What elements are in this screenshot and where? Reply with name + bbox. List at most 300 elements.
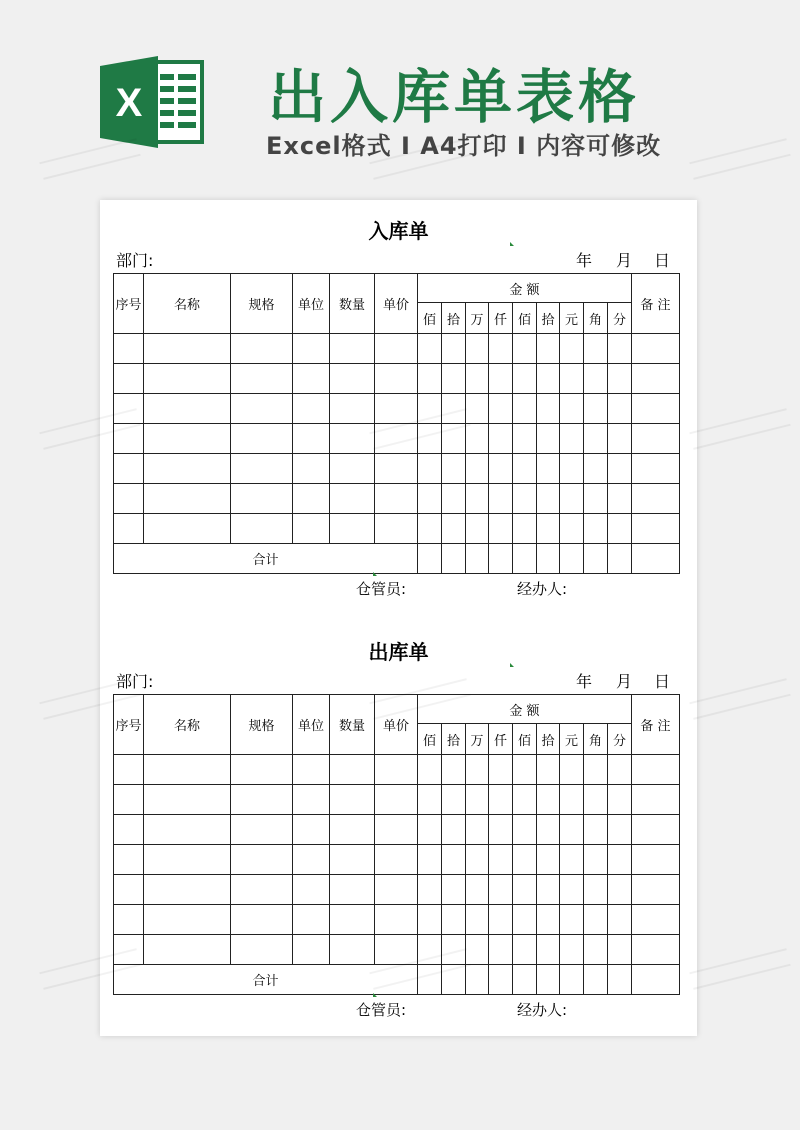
table-cell[interactable] bbox=[489, 905, 513, 935]
table-cell[interactable] bbox=[330, 905, 375, 935]
table-cell[interactable] bbox=[560, 454, 584, 484]
table-cell[interactable] bbox=[144, 454, 231, 484]
table-cell[interactable] bbox=[375, 755, 418, 785]
table-cell[interactable] bbox=[231, 424, 293, 454]
table-cell[interactable] bbox=[513, 875, 537, 905]
table-cell[interactable] bbox=[584, 484, 608, 514]
table-cell[interactable] bbox=[144, 394, 231, 424]
table-cell[interactable] bbox=[418, 755, 442, 785]
table-cell[interactable] bbox=[560, 935, 584, 965]
table-cell[interactable] bbox=[489, 394, 513, 424]
table-cell[interactable] bbox=[330, 815, 375, 845]
table-cell[interactable] bbox=[375, 484, 418, 514]
table-cell[interactable] bbox=[537, 935, 560, 965]
total-row bbox=[114, 544, 680, 574]
table-cell[interactable] bbox=[560, 424, 584, 454]
table-cell[interactable] bbox=[114, 454, 144, 484]
table-cell[interactable] bbox=[114, 815, 144, 845]
table-cell[interactable] bbox=[114, 905, 144, 935]
table-cell[interactable] bbox=[293, 334, 330, 364]
table-cell[interactable] bbox=[231, 935, 293, 965]
table-cell[interactable] bbox=[418, 905, 442, 935]
table-cell[interactable] bbox=[114, 935, 144, 965]
table-cell[interactable] bbox=[513, 394, 537, 424]
dept-label: 部门: bbox=[116, 251, 154, 270]
table-cell[interactable] bbox=[537, 454, 560, 484]
qty-header: 数量 bbox=[330, 695, 375, 755]
table-cell[interactable] bbox=[330, 935, 375, 965]
digit-header: 分 bbox=[608, 724, 632, 755]
table-cell[interactable] bbox=[584, 364, 608, 394]
table-cell[interactable] bbox=[293, 845, 330, 875]
table-cell[interactable] bbox=[375, 785, 418, 815]
table-cell[interactable] bbox=[584, 424, 608, 454]
table-cell[interactable] bbox=[293, 935, 330, 965]
table-cell[interactable] bbox=[375, 905, 418, 935]
total-cell[interactable] bbox=[418, 965, 442, 995]
table-cell[interactable] bbox=[632, 755, 680, 785]
table-cell[interactable] bbox=[231, 364, 293, 394]
total-cell[interactable] bbox=[442, 965, 466, 995]
table-cell[interactable] bbox=[466, 755, 489, 785]
table-cell[interactable] bbox=[231, 514, 293, 544]
table-cell[interactable] bbox=[608, 514, 632, 544]
table-cell[interactable] bbox=[114, 484, 144, 514]
table-cell[interactable] bbox=[489, 935, 513, 965]
table-cell[interactable] bbox=[466, 364, 489, 394]
table-cell[interactable] bbox=[489, 514, 513, 544]
table-cell[interactable] bbox=[560, 394, 584, 424]
page-title: 出入库单表格 bbox=[268, 63, 641, 131]
total-cell[interactable] bbox=[513, 965, 537, 995]
table-cell[interactable] bbox=[231, 815, 293, 845]
table-cell[interactable] bbox=[632, 334, 680, 364]
table-cell[interactable] bbox=[418, 815, 442, 845]
seq-header: 序号 bbox=[114, 274, 144, 334]
table-cell[interactable] bbox=[293, 454, 330, 484]
table-cell[interactable] bbox=[608, 424, 632, 454]
total-cell[interactable] bbox=[632, 965, 680, 995]
table-cell[interactable] bbox=[330, 424, 375, 454]
keeper-label: 仓管员: bbox=[356, 1001, 407, 1019]
table-cell[interactable] bbox=[584, 785, 608, 815]
price-header: 单价 bbox=[375, 695, 418, 755]
digit-header: 佰 bbox=[418, 303, 442, 334]
table-cell[interactable] bbox=[442, 394, 466, 424]
table-cell[interactable] bbox=[293, 755, 330, 785]
table-cell[interactable] bbox=[489, 454, 513, 484]
table-cell[interactable] bbox=[231, 905, 293, 935]
table-cell[interactable] bbox=[375, 454, 418, 484]
name-header: 名称 bbox=[144, 695, 231, 755]
table-cell[interactable] bbox=[489, 785, 513, 815]
table-cell[interactable] bbox=[375, 364, 418, 394]
form-title: 出库单 bbox=[368, 640, 429, 664]
table-cell[interactable] bbox=[375, 334, 418, 364]
table-cell[interactable] bbox=[537, 905, 560, 935]
table-cell[interactable] bbox=[608, 394, 632, 424]
table-cell[interactable] bbox=[632, 905, 680, 935]
table-cell[interactable] bbox=[537, 815, 560, 845]
table-cell[interactable] bbox=[608, 755, 632, 785]
table-cell[interactable] bbox=[560, 364, 584, 394]
table-cell[interactable] bbox=[489, 364, 513, 394]
table-cell[interactable] bbox=[608, 484, 632, 514]
table-cell[interactable] bbox=[231, 755, 293, 785]
table-cell[interactable] bbox=[442, 935, 466, 965]
table-cell[interactable] bbox=[442, 755, 466, 785]
table-cell[interactable] bbox=[114, 875, 144, 905]
table-cell[interactable] bbox=[513, 755, 537, 785]
table-cell[interactable] bbox=[632, 845, 680, 875]
table-cell[interactable] bbox=[114, 845, 144, 875]
date-day: 日 bbox=[654, 251, 671, 270]
table-cell[interactable] bbox=[632, 935, 680, 965]
table-cell[interactable] bbox=[632, 785, 680, 815]
table-cell[interactable] bbox=[560, 905, 584, 935]
table-cell[interactable] bbox=[144, 785, 231, 815]
total-cell[interactable] bbox=[442, 544, 466, 574]
table-cell[interactable] bbox=[144, 845, 231, 875]
total-label: 合计 bbox=[114, 544, 418, 574]
table-cell[interactable] bbox=[632, 424, 680, 454]
total-cell[interactable] bbox=[584, 965, 608, 995]
table-cell[interactable] bbox=[418, 484, 442, 514]
total-cell[interactable] bbox=[608, 544, 632, 574]
table-row bbox=[114, 785, 680, 815]
digit-header: 拾 bbox=[442, 724, 466, 755]
table-cell[interactable] bbox=[466, 935, 489, 965]
table-cell[interactable] bbox=[537, 424, 560, 454]
table-cell[interactable] bbox=[114, 394, 144, 424]
table-cell[interactable] bbox=[584, 755, 608, 785]
table-cell[interactable] bbox=[537, 755, 560, 785]
table-cell[interactable] bbox=[442, 424, 466, 454]
total-cell[interactable] bbox=[537, 965, 560, 995]
table-cell[interactable] bbox=[144, 875, 231, 905]
table-cell[interactable] bbox=[231, 394, 293, 424]
table-cell[interactable] bbox=[293, 785, 330, 815]
digit-header: 元 bbox=[560, 303, 584, 334]
table-row bbox=[114, 514, 680, 544]
table-cell[interactable] bbox=[293, 905, 330, 935]
table-cell[interactable] bbox=[537, 875, 560, 905]
table-cell[interactable] bbox=[513, 334, 537, 364]
table-cell[interactable] bbox=[442, 484, 466, 514]
table-cell[interactable] bbox=[513, 454, 537, 484]
table-cell[interactable] bbox=[418, 394, 442, 424]
table-cell[interactable] bbox=[293, 514, 330, 544]
table-cell[interactable] bbox=[608, 364, 632, 394]
table-cell[interactable] bbox=[513, 905, 537, 935]
handler-label: 经办人: bbox=[517, 580, 568, 598]
table-cell[interactable] bbox=[442, 905, 466, 935]
table-row bbox=[114, 935, 680, 965]
table-cell[interactable] bbox=[442, 364, 466, 394]
table-cell[interactable] bbox=[489, 845, 513, 875]
table-cell[interactable] bbox=[584, 935, 608, 965]
table-cell[interactable] bbox=[513, 364, 537, 394]
table-cell[interactable] bbox=[466, 514, 489, 544]
table-row bbox=[114, 424, 680, 454]
table-cell[interactable] bbox=[418, 454, 442, 484]
table-cell[interactable] bbox=[466, 785, 489, 815]
header-row bbox=[114, 695, 680, 724]
table-cell[interactable] bbox=[560, 785, 584, 815]
table-cell[interactable] bbox=[330, 875, 375, 905]
table-cell[interactable] bbox=[608, 815, 632, 845]
table-cell[interactable] bbox=[513, 785, 537, 815]
table-cell[interactable] bbox=[537, 484, 560, 514]
table-cell[interactable] bbox=[144, 424, 231, 454]
digit-header: 佰 bbox=[418, 724, 442, 755]
dept-label: 部门: bbox=[116, 672, 154, 691]
table-cell[interactable] bbox=[442, 815, 466, 845]
table-cell[interactable] bbox=[144, 484, 231, 514]
unit-header: 单位 bbox=[293, 695, 330, 755]
table-cell[interactable] bbox=[560, 815, 584, 845]
table-cell[interactable] bbox=[330, 785, 375, 815]
table-cell[interactable] bbox=[375, 514, 418, 544]
table-cell[interactable] bbox=[293, 875, 330, 905]
table-cell[interactable] bbox=[144, 815, 231, 845]
table-cell[interactable] bbox=[144, 364, 231, 394]
table-cell[interactable] bbox=[584, 334, 608, 364]
table-cell[interactable] bbox=[513, 815, 537, 845]
table-cell[interactable] bbox=[114, 785, 144, 815]
table-cell[interactable] bbox=[513, 484, 537, 514]
table-cell[interactable] bbox=[330, 484, 375, 514]
table-cell[interactable] bbox=[466, 424, 489, 454]
table-cell[interactable] bbox=[466, 334, 489, 364]
table-cell[interactable] bbox=[114, 424, 144, 454]
table-cell[interactable] bbox=[584, 815, 608, 845]
total-cell[interactable] bbox=[632, 544, 680, 574]
table-cell[interactable] bbox=[560, 484, 584, 514]
table-cell[interactable] bbox=[584, 905, 608, 935]
page-header bbox=[0, 0, 800, 200]
table-cell[interactable] bbox=[466, 845, 489, 875]
table-cell[interactable] bbox=[442, 514, 466, 544]
table-cell[interactable] bbox=[632, 484, 680, 514]
table-cell[interactable] bbox=[375, 394, 418, 424]
table-cell[interactable] bbox=[144, 935, 231, 965]
table-cell[interactable] bbox=[418, 514, 442, 544]
table-cell[interactable] bbox=[330, 364, 375, 394]
table-cell[interactable] bbox=[418, 935, 442, 965]
table-cell[interactable] bbox=[489, 334, 513, 364]
table-cell[interactable] bbox=[584, 875, 608, 905]
total-cell[interactable] bbox=[418, 544, 442, 574]
table-cell[interactable] bbox=[513, 935, 537, 965]
table-cell[interactable] bbox=[231, 334, 293, 364]
table-cell[interactable] bbox=[632, 394, 680, 424]
table-cell[interactable] bbox=[442, 845, 466, 875]
table-cell[interactable] bbox=[418, 424, 442, 454]
table-cell[interactable] bbox=[114, 364, 144, 394]
page-subtitle: Excel格式 I A4打印 I 内容可修改 bbox=[266, 132, 662, 160]
table-cell[interactable] bbox=[330, 514, 375, 544]
total-cell[interactable] bbox=[560, 965, 584, 995]
total-cell[interactable] bbox=[560, 544, 584, 574]
cell-comment-marker bbox=[373, 572, 377, 576]
table-cell[interactable] bbox=[442, 875, 466, 905]
total-cell[interactable] bbox=[466, 544, 489, 574]
table-cell[interactable] bbox=[442, 454, 466, 484]
table-cell[interactable] bbox=[418, 334, 442, 364]
table-cell[interactable] bbox=[489, 755, 513, 785]
spec-header: 规格 bbox=[231, 695, 293, 755]
table-cell[interactable] bbox=[632, 364, 680, 394]
table-cell[interactable] bbox=[584, 454, 608, 484]
table-cell[interactable] bbox=[144, 755, 231, 785]
table-cell[interactable] bbox=[537, 364, 560, 394]
table-cell[interactable] bbox=[608, 454, 632, 484]
price-header: 单价 bbox=[375, 274, 418, 334]
table-cell[interactable] bbox=[293, 424, 330, 454]
table-cell[interactable] bbox=[608, 334, 632, 364]
table-cell[interactable] bbox=[489, 424, 513, 454]
digit-header: 佰 bbox=[513, 303, 537, 334]
total-cell[interactable] bbox=[489, 544, 513, 574]
table-cell[interactable] bbox=[513, 514, 537, 544]
table-cell[interactable] bbox=[293, 394, 330, 424]
name-header: 名称 bbox=[144, 274, 231, 334]
table-cell[interactable] bbox=[632, 815, 680, 845]
excel-icon bbox=[100, 56, 204, 148]
table-cell[interactable] bbox=[466, 905, 489, 935]
table-cell[interactable] bbox=[608, 935, 632, 965]
table-cell[interactable] bbox=[608, 875, 632, 905]
date-year: 年 bbox=[576, 672, 593, 691]
table-cell[interactable] bbox=[608, 845, 632, 875]
table-cell[interactable] bbox=[114, 514, 144, 544]
table-cell[interactable] bbox=[608, 785, 632, 815]
total-cell[interactable] bbox=[537, 544, 560, 574]
note-header: 备 注 bbox=[632, 274, 680, 334]
table-cell[interactable] bbox=[231, 845, 293, 875]
table-cell[interactable] bbox=[489, 484, 513, 514]
total-cell[interactable] bbox=[608, 965, 632, 995]
table-cell[interactable] bbox=[330, 845, 375, 875]
table-cell[interactable] bbox=[466, 394, 489, 424]
table-cell[interactable] bbox=[375, 424, 418, 454]
table-cell[interactable] bbox=[231, 454, 293, 484]
table-cell[interactable] bbox=[584, 514, 608, 544]
handler-label: 经办人: bbox=[517, 1001, 568, 1019]
digit-header: 角 bbox=[584, 724, 608, 755]
table-cell[interactable] bbox=[513, 845, 537, 875]
table-cell[interactable] bbox=[537, 334, 560, 364]
table-cell[interactable] bbox=[418, 785, 442, 815]
amount-header: 金 额 bbox=[418, 695, 632, 724]
date-line bbox=[576, 248, 670, 271]
table-cell[interactable] bbox=[330, 755, 375, 785]
table-cell[interactable] bbox=[144, 514, 231, 544]
table-row bbox=[114, 875, 680, 905]
table-cell[interactable] bbox=[466, 484, 489, 514]
table-cell[interactable] bbox=[560, 334, 584, 364]
table-cell[interactable] bbox=[489, 815, 513, 845]
table-cell[interactable] bbox=[330, 394, 375, 424]
digit-header: 拾 bbox=[442, 303, 466, 334]
table-row bbox=[114, 484, 680, 514]
table-cell[interactable] bbox=[375, 935, 418, 965]
table-row bbox=[114, 454, 680, 484]
table-cell[interactable] bbox=[442, 334, 466, 364]
table-cell[interactable] bbox=[231, 785, 293, 815]
table-cell[interactable] bbox=[375, 845, 418, 875]
table-cell[interactable] bbox=[560, 845, 584, 875]
table-cell[interactable] bbox=[418, 845, 442, 875]
table-cell[interactable] bbox=[466, 454, 489, 484]
table-cell[interactable] bbox=[375, 815, 418, 845]
digit-header: 万 bbox=[466, 303, 489, 334]
table-cell[interactable] bbox=[144, 334, 231, 364]
digit-header: 拾 bbox=[537, 724, 560, 755]
table-cell[interactable] bbox=[560, 514, 584, 544]
table-cell[interactable] bbox=[293, 484, 330, 514]
total-cell[interactable] bbox=[584, 544, 608, 574]
ledger-table bbox=[113, 694, 680, 995]
table-cell[interactable] bbox=[584, 845, 608, 875]
table-cell[interactable] bbox=[293, 364, 330, 394]
table-cell[interactable] bbox=[632, 454, 680, 484]
table-cell[interactable] bbox=[608, 905, 632, 935]
table-cell[interactable] bbox=[375, 875, 418, 905]
total-label: 合计 bbox=[114, 965, 418, 995]
keeper-label: 仓管员: bbox=[356, 580, 407, 598]
date-month: 月 bbox=[616, 672, 633, 691]
table-cell[interactable] bbox=[537, 785, 560, 815]
table-cell[interactable] bbox=[632, 514, 680, 544]
total-cell[interactable] bbox=[466, 965, 489, 995]
table-cell[interactable] bbox=[537, 394, 560, 424]
table-cell[interactable] bbox=[560, 755, 584, 785]
qty-header: 数量 bbox=[330, 274, 375, 334]
table-cell[interactable] bbox=[466, 815, 489, 845]
table-cell[interactable] bbox=[418, 364, 442, 394]
watermark bbox=[689, 408, 790, 450]
watermark bbox=[689, 678, 790, 720]
total-cell[interactable] bbox=[489, 965, 513, 995]
table-cell[interactable] bbox=[231, 875, 293, 905]
digit-header: 分 bbox=[608, 303, 632, 334]
table-cell[interactable] bbox=[114, 334, 144, 364]
unit-header: 单位 bbox=[293, 274, 330, 334]
table-cell[interactable] bbox=[537, 845, 560, 875]
table-cell[interactable] bbox=[231, 484, 293, 514]
total-cell[interactable] bbox=[513, 544, 537, 574]
table-cell[interactable] bbox=[489, 875, 513, 905]
table-cell[interactable] bbox=[466, 875, 489, 905]
table-cell[interactable] bbox=[632, 875, 680, 905]
table-cell[interactable] bbox=[442, 785, 466, 815]
table-cell[interactable] bbox=[293, 815, 330, 845]
table-cell[interactable] bbox=[560, 875, 584, 905]
table-cell[interactable] bbox=[144, 905, 231, 935]
table-cell[interactable] bbox=[330, 454, 375, 484]
table-cell[interactable] bbox=[584, 394, 608, 424]
table-cell[interactable] bbox=[537, 514, 560, 544]
table-cell[interactable] bbox=[114, 755, 144, 785]
table-cell[interactable] bbox=[513, 424, 537, 454]
table-cell[interactable] bbox=[330, 334, 375, 364]
form-title: 入库单 bbox=[368, 219, 429, 243]
table-row bbox=[114, 364, 680, 394]
table-cell[interactable] bbox=[418, 875, 442, 905]
date-month: 月 bbox=[616, 251, 633, 270]
